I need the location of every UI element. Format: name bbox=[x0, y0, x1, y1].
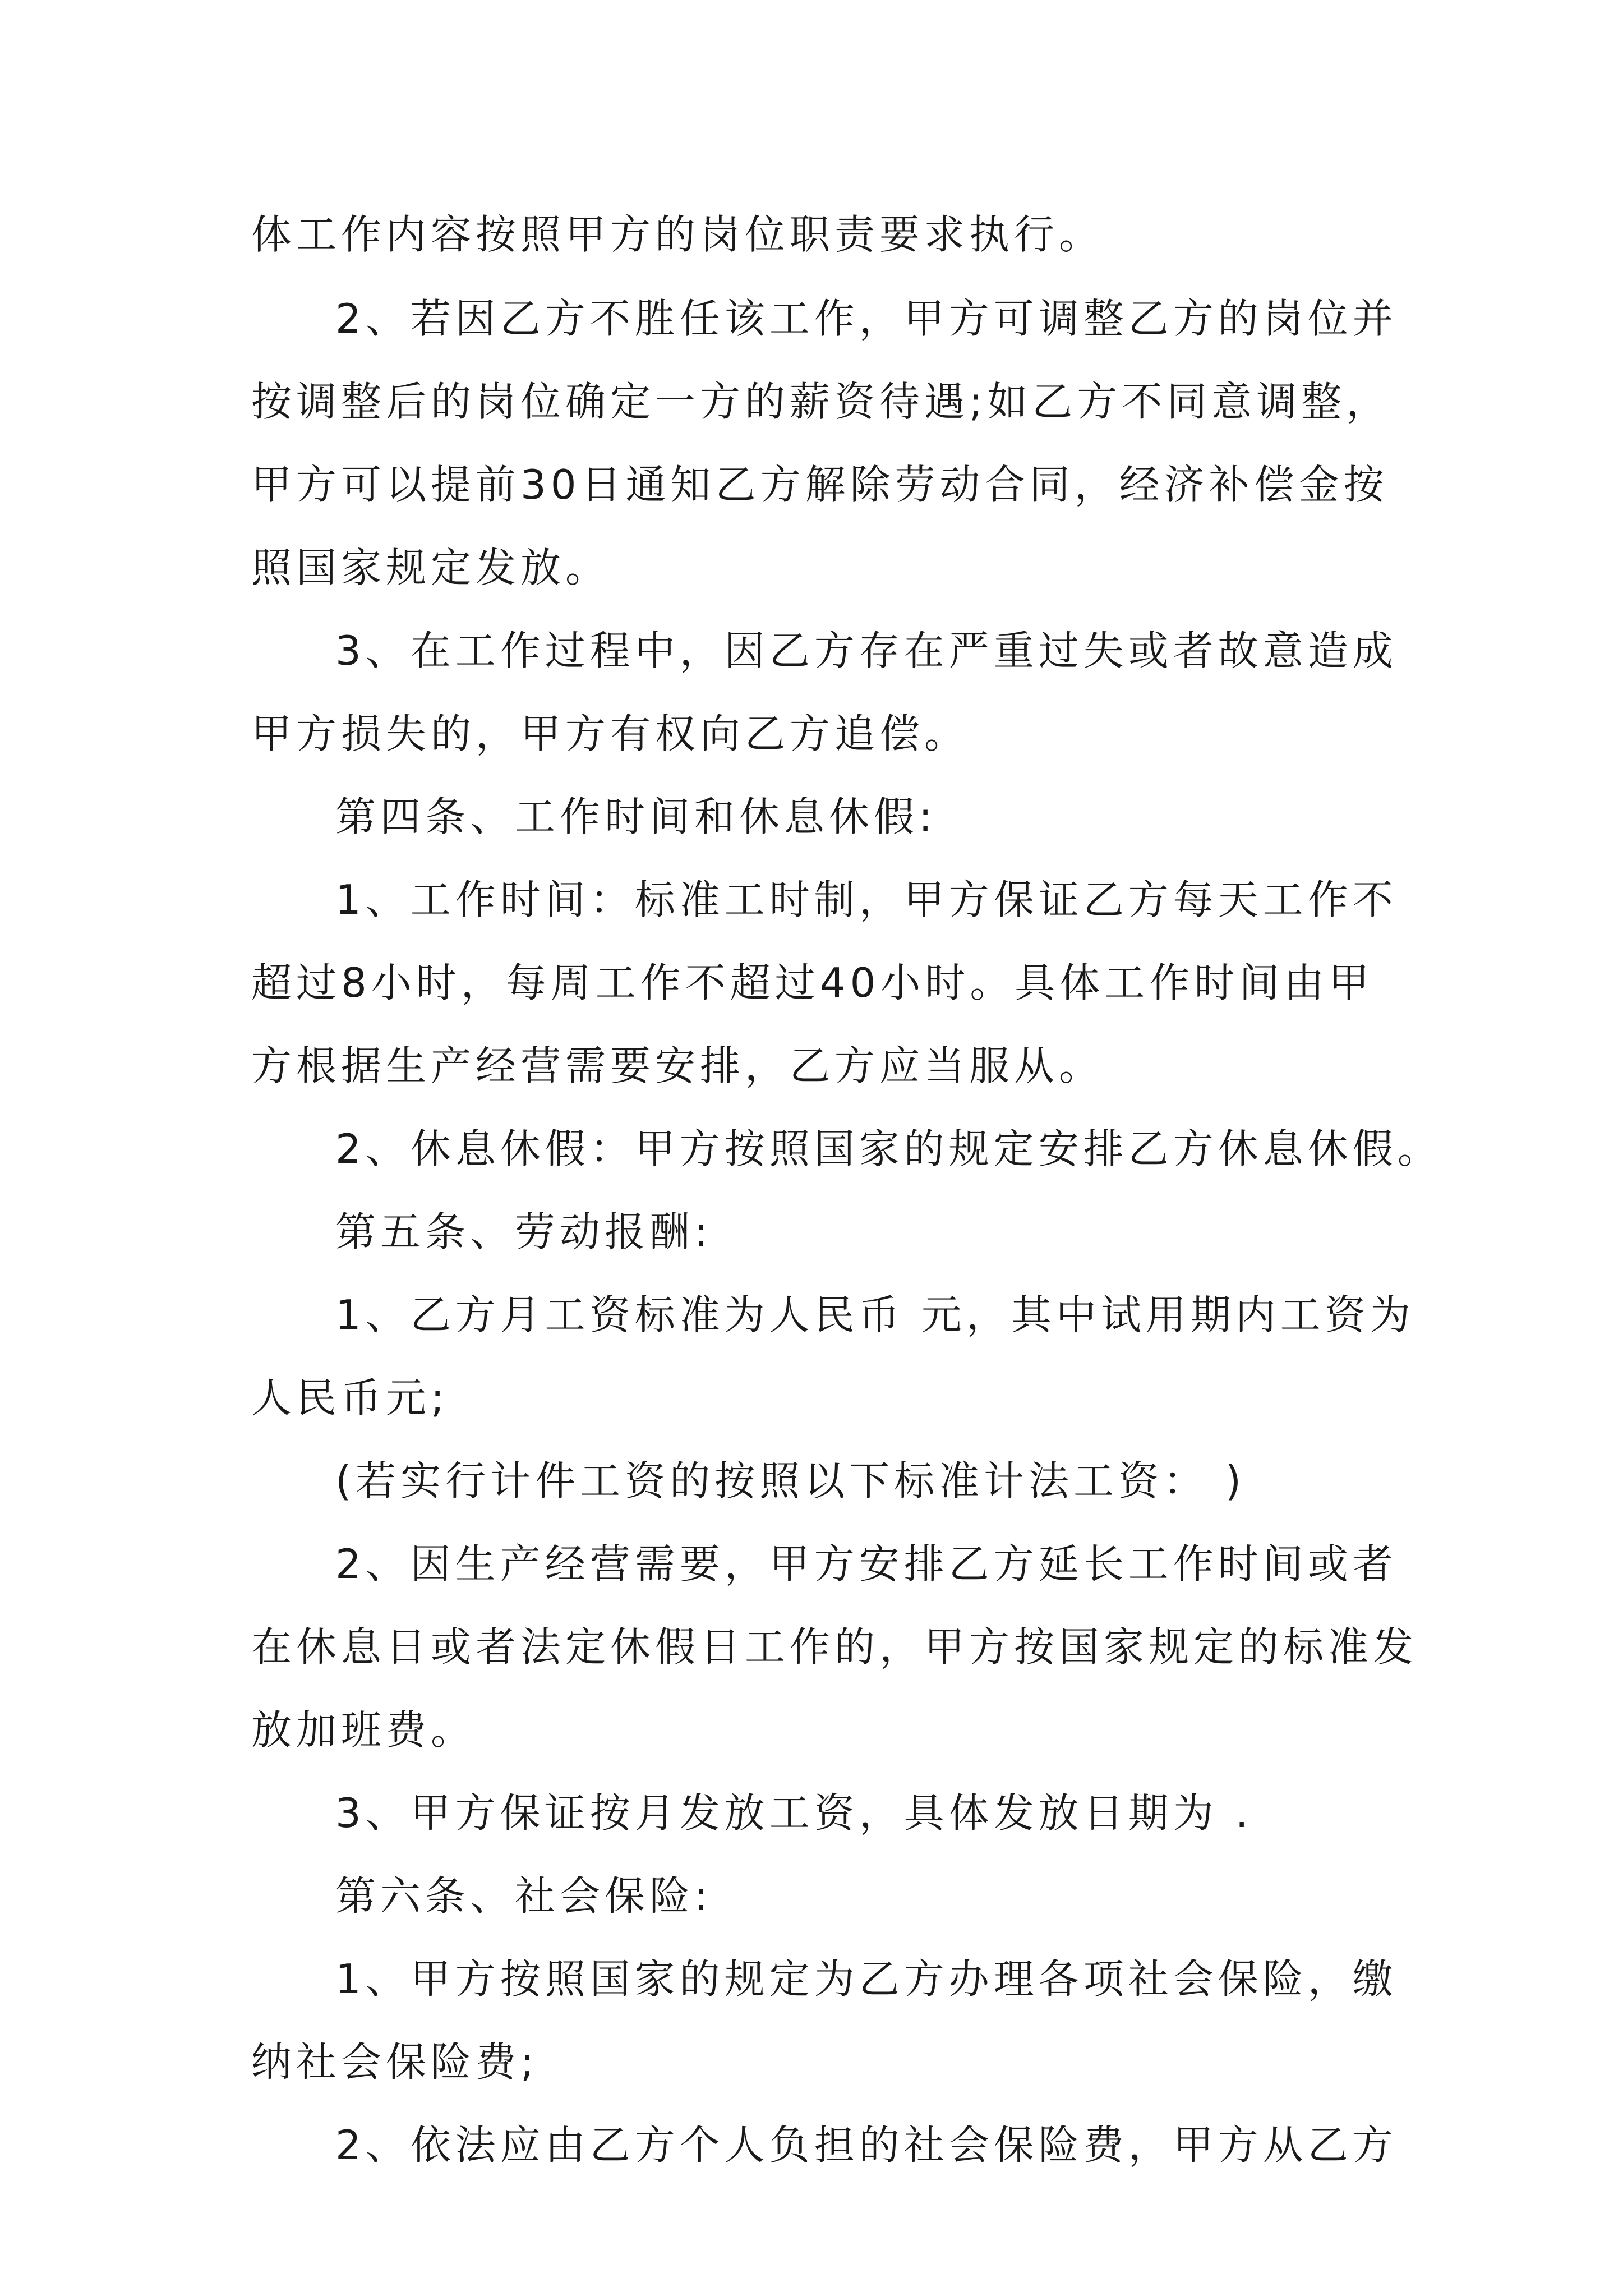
text-line: 2、若因乙方不胜任该工作，甲方可调整乙方的岗位并 bbox=[335, 295, 1398, 342]
text-line: 2、依法应由乙方个人负担的社会保险费，甲方从乙方 bbox=[335, 2122, 1398, 2169]
text-line: 人民币元; bbox=[251, 1374, 449, 1421]
text-line: 第四条、工作时间和休息休假: bbox=[335, 793, 937, 840]
text-line: 方根据生产经营需要安排，乙方应当服从。 bbox=[251, 1042, 1104, 1089]
text-line: 2、因生产经营需要，甲方安排乙方延长工作时间或者 bbox=[335, 1540, 1398, 1588]
text-line: 照国家规定发放。 bbox=[251, 544, 611, 591]
text-line: (若实行计件工资的按照以下标准计法工资： ) bbox=[335, 1457, 1246, 1504]
text-line: 在休息日或者法定休假日工作的，甲方按国家规定的标准发 bbox=[251, 1623, 1418, 1671]
text-line: 3、甲方保证按月发放工资，具体发放日期为 . bbox=[335, 1789, 1253, 1837]
text-line: 第五条、劳动报酬: bbox=[335, 1208, 713, 1255]
text-line: 按调整后的岗位确定一方的薪资待遇;如乙方不同意调整， bbox=[251, 378, 1391, 425]
text-line: 第六条、社会保险: bbox=[335, 1872, 713, 1920]
text-line: 超过8小时，每周工作不超过40小时。具体工作时间由甲 bbox=[251, 959, 1374, 1006]
text-line: 甲方可以提前30日通知乙方解除劳动合同，经济补偿金按 bbox=[251, 461, 1389, 508]
text-line: 1、乙方月工资标准为人民币 元，其中试用期内工资为 bbox=[335, 1291, 1415, 1338]
text-line: 2、休息休假：甲方按照国家的规定安排乙方休息休假。 bbox=[335, 1125, 1442, 1172]
text-line: 放加班费。 bbox=[251, 1706, 476, 1754]
text-line: 甲方损失的，甲方有权向乙方追偿。 bbox=[251, 710, 970, 757]
text-line: 1、甲方按照国家的规定为乙方办理各项社会保险，缴 bbox=[335, 1955, 1398, 2003]
text-line: 纳社会保险费; bbox=[251, 2039, 539, 2086]
text-line: 1、工作时间：标准工时制，甲方保证乙方每天工作不 bbox=[335, 876, 1398, 923]
text-line: 3、在工作过程中，因乙方存在严重过失或者故意造成 bbox=[335, 627, 1398, 674]
text-line: 体工作内容按照甲方的岗位职责要求执行。 bbox=[251, 211, 1104, 258]
